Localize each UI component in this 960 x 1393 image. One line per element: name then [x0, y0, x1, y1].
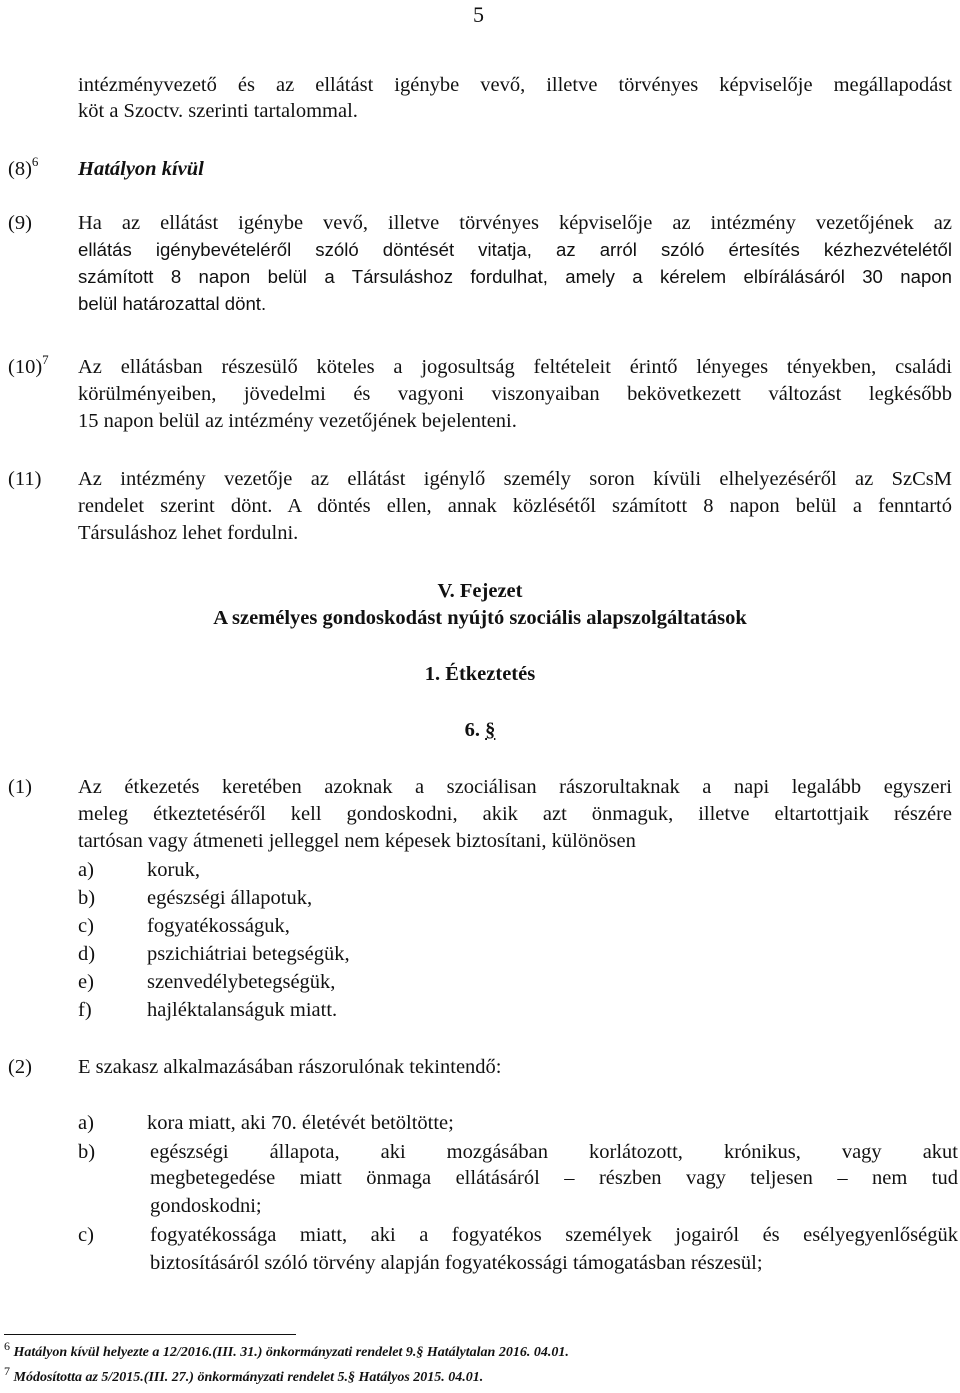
- text-line: tartósan vagy átmeneti jelleggel nem képesek biztosítani, különösen: [78, 830, 636, 852]
- section-heading: [0, 716, 960, 744]
- text-line: 15 napon belül az intézmény vezetőjének bejelenteni.: [78, 410, 517, 432]
- footnote: [4, 1339, 569, 1361]
- text-line: Ha az ellátást igénybe vevő, illetve törvényes képviselője az intézmény vezetőjének az: [78, 212, 952, 234]
- text-line: Az ellátásban részesülő köteles a jogosultság feltételeit érintő lényeges tényekben, családi: [78, 356, 952, 378]
- list-item-label: d): [78, 943, 96, 965]
- list-item-continuation: gondoskodni;: [150, 1195, 262, 1217]
- paragraph-number-text: (10): [8, 356, 43, 378]
- paragraph-number: (1): [8, 776, 32, 798]
- section-number: 6.: [464, 719, 480, 741]
- page-number: 5: [473, 2, 484, 27]
- subsection-title: 1. Étkeztetés: [424, 663, 536, 685]
- list-item: egészségi állapota, aki mozgásában korlátozott, krónikus, vagy akut: [150, 1141, 958, 1163]
- text-line: ellátás igénybevételéről szóló döntését vitatja, az arról szóló értesítés kézhezvételétől: [78, 239, 952, 260]
- list-item-label: b): [78, 887, 96, 909]
- paragraph-number: (9): [8, 212, 32, 234]
- footnote-text: Módosította az 5/2015.(III. 27.) önkormányzati rendelet 5.§ Hatályos 2015. 04.01.: [13, 1370, 484, 1385]
- list-item-label: a): [78, 1112, 94, 1134]
- paragraph-number: [8, 156, 38, 182]
- section-symbol: §: [485, 719, 496, 741]
- list-item-continuation: megbetegedése miatt önmaga ellátásáról – részben vagy teljesen – nem tud: [150, 1167, 958, 1189]
- text-line: Az étkezetés keretében azoknak a szociálisan rászorultaknak a napi legalább egyszeri: [78, 776, 952, 798]
- list-item-continuation: biztosításáról szóló törvény alapján fogyatékossági támogatásban részesül;: [150, 1252, 763, 1274]
- repealed-note: Hatályon kívül: [78, 158, 204, 180]
- footnote-separator: [4, 1334, 296, 1335]
- list-item: egészségi állapotuk,: [147, 887, 313, 909]
- list-item-label: e): [78, 971, 94, 993]
- list-item-label: b): [78, 1141, 96, 1163]
- text-line: Az intézmény vezetője az ellátást igénylő személy soron kívüli elhelyezéséről az SzCsM: [78, 468, 952, 490]
- text-line: számított 8 napon belül a Társuláshoz fordulhat, amely a kérelem elbírálásáról 30 napon: [78, 266, 952, 287]
- text-line: meleg étkeztetéséről kell gondoskodni, akik azt önmaguk, illetve eltartottjaik részére: [78, 803, 952, 825]
- list-item: hajléktalanságuk miatt.: [147, 999, 338, 1021]
- text-line: Társuláshoz lehet fordulni.: [78, 522, 299, 544]
- list-item: pszichiátriai betegségük,: [147, 943, 350, 965]
- list-item: fogyatékosságuk,: [147, 915, 290, 937]
- list-item-label: c): [78, 1224, 94, 1246]
- text-line: intézményvezető és az ellátást igénybe vevő, illetve törvényes képviselője megállapodást: [78, 74, 952, 96]
- footnote-text: Hatályon kívül helyezte a 12/2016.(III. 31.) önkormányzati rendelet 9.§ Hatálytalan 2016. 04.01.: [13, 1345, 569, 1360]
- list-item-label: f): [78, 999, 92, 1021]
- footnote: [4, 1364, 484, 1386]
- paragraph-number: (2): [8, 1056, 32, 1078]
- footnote-ref: 7: [42, 352, 49, 367]
- chapter-title: A személyes gondoskodást nyújtó szociális alapszolgáltatások: [213, 607, 747, 629]
- footnote-ref: 6: [31, 154, 39, 169]
- text-line: rendelet szerint dönt. A döntés ellen, annak közlésétől számított 8 napon belül a fenntartó: [78, 495, 952, 517]
- text-line: körülményeiben, jövedelmi és vagyoni viszonyaiban bekövetkezett változást legkésőbb: [78, 383, 952, 405]
- list-item-label: c): [78, 915, 94, 937]
- text-line: E szakasz alkalmazásában rászorulónak tekintendő:: [78, 1056, 502, 1078]
- paragraph-number: (11): [8, 468, 42, 490]
- footnote-number: 7: [4, 1364, 10, 1378]
- text-line: köt a Szoctv. szerinti tartalommal.: [78, 100, 358, 122]
- chapter-number: V. Fejezet: [437, 580, 523, 602]
- list-item: fogyatékossága miatt, aki a fogyatékos személyek jogairól és esélyegyenlőségük: [150, 1224, 958, 1246]
- list-item-label: a): [78, 859, 94, 881]
- list-item: koruk,: [147, 859, 200, 881]
- paragraph-number: [8, 354, 49, 380]
- text-line: belül határozattal dönt.: [78, 293, 267, 314]
- list-item: szenvedélybetegségük,: [147, 971, 336, 993]
- list-item: kora miatt, aki 70. életévét betöltötte;: [147, 1112, 454, 1134]
- footnote-number: 6: [4, 1339, 10, 1353]
- paragraph-number-text: (8): [8, 158, 32, 180]
